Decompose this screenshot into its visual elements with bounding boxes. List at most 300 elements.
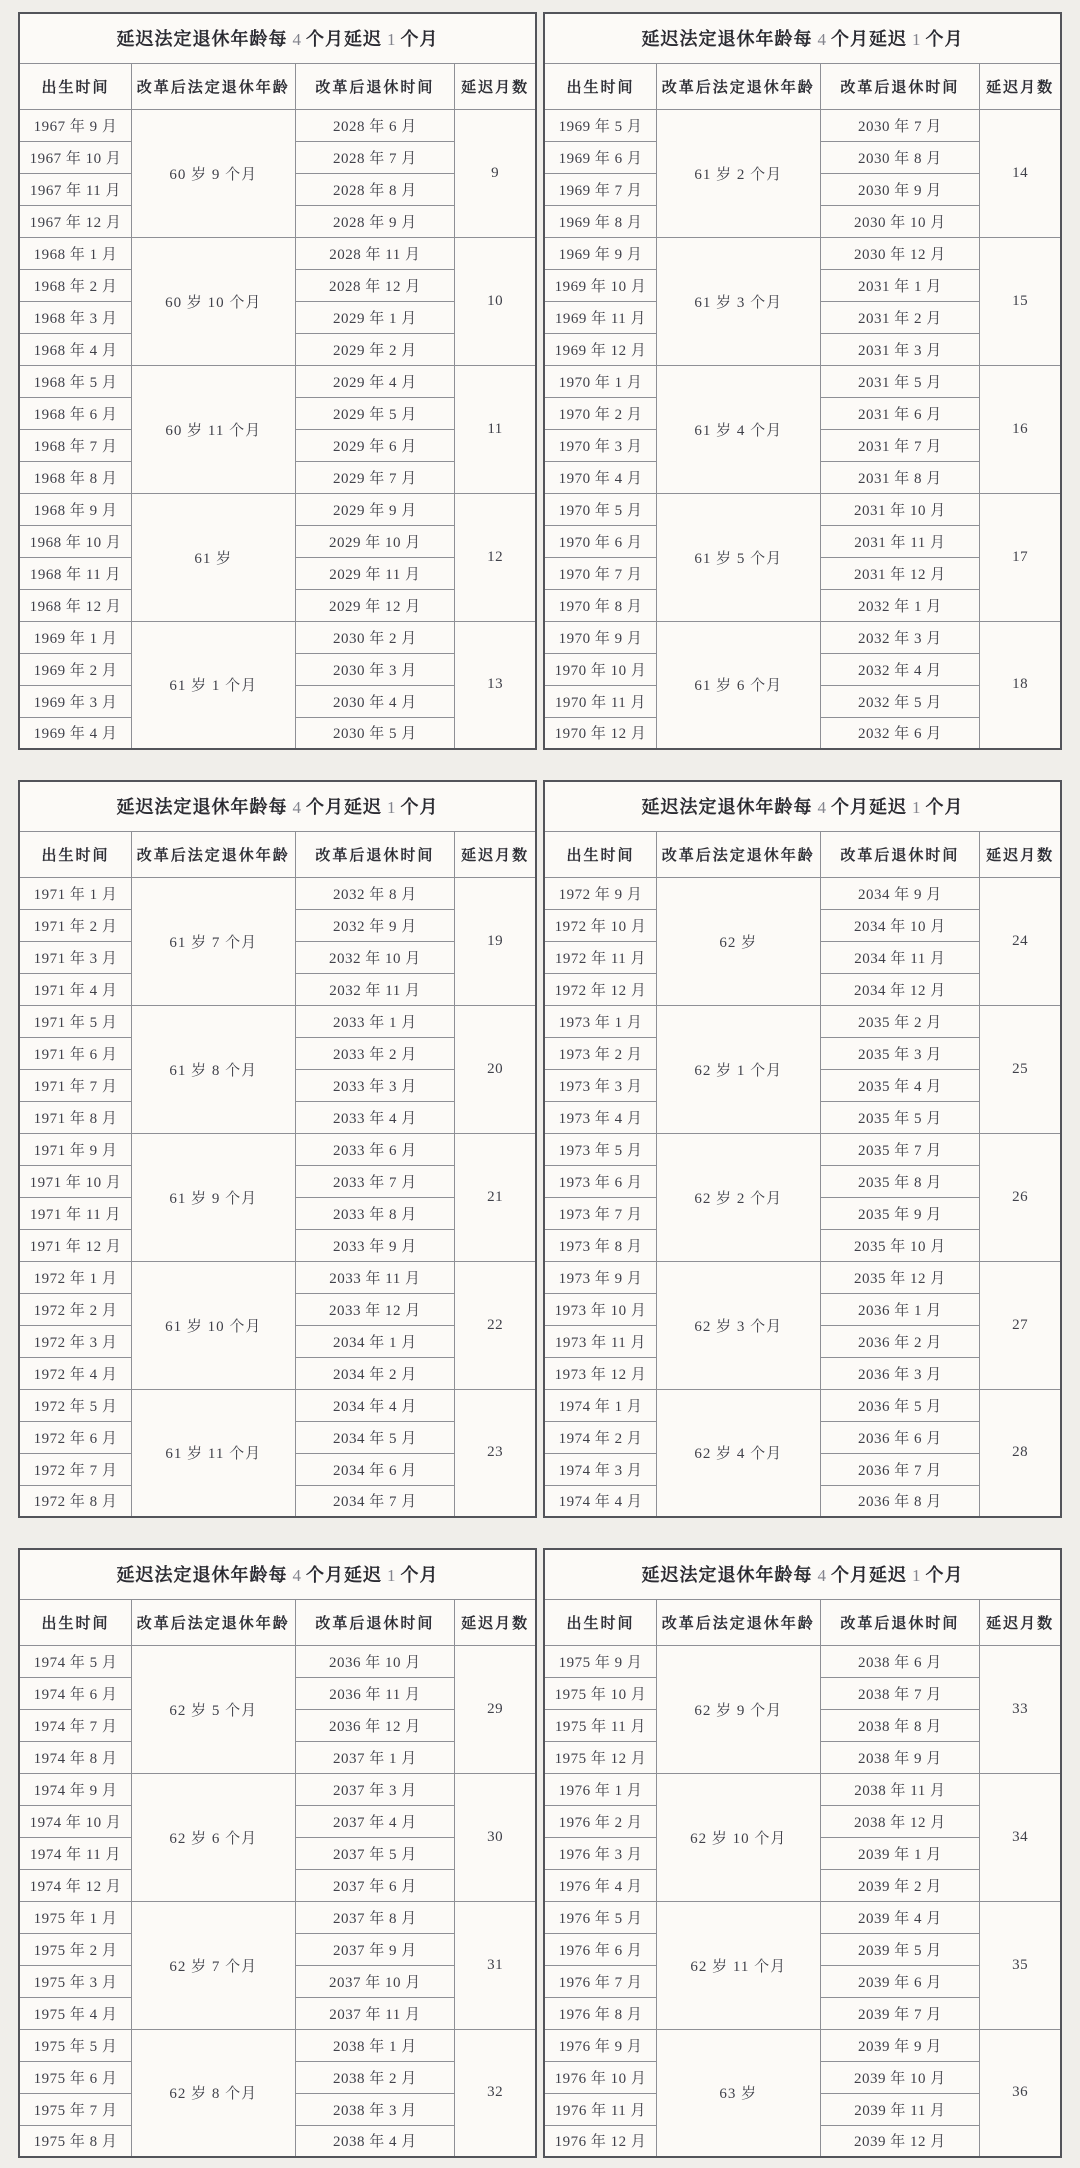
birth-date-cell: 1971 年 2 月 bbox=[19, 909, 131, 941]
retirement-date-cell: 2031 年 1 月 bbox=[820, 269, 980, 301]
column-header: 改革后法定退休年龄 bbox=[656, 1599, 820, 1645]
retirement-date-cell: 2034 年 12 月 bbox=[820, 973, 980, 1005]
birth-date-cell: 1968 年 2 月 bbox=[19, 269, 131, 301]
delay-months-cell: 19 bbox=[455, 877, 536, 1005]
retirement-age-cell: 60 岁 11 个月 bbox=[131, 365, 295, 493]
retirement-date-cell: 2032 年 6 月 bbox=[820, 717, 980, 749]
delay-months-cell: 21 bbox=[455, 1133, 536, 1261]
column-header: 出生时间 bbox=[19, 63, 131, 109]
retirement-date-cell: 2033 年 3 月 bbox=[295, 1069, 455, 1101]
birth-date-cell: 1976 年 10 月 bbox=[544, 2061, 656, 2093]
retirement-date-cell: 2037 年 9 月 bbox=[295, 1933, 455, 1965]
retirement-date-cell: 2030 年 2 月 bbox=[295, 621, 455, 653]
retirement-date-cell: 2033 年 6 月 bbox=[295, 1133, 455, 1165]
retirement-date-cell: 2038 年 2 月 bbox=[295, 2061, 455, 2093]
retirement-age-cell: 60 岁 10 个月 bbox=[131, 237, 295, 365]
retirement-age-cell: 62 岁 1 个月 bbox=[656, 1005, 820, 1133]
birth-date-cell: 1972 年 8 月 bbox=[19, 1485, 131, 1517]
table-title-number: 4 bbox=[817, 798, 826, 818]
table-block bbox=[18, 1548, 1062, 2158]
column-header: 改革后退休时间 bbox=[820, 63, 980, 109]
retirement-date-cell: 2036 年 5 月 bbox=[820, 1389, 980, 1421]
birth-date-cell: 1970 年 3 月 bbox=[544, 429, 656, 461]
column-header: 出生时间 bbox=[544, 1599, 656, 1645]
retirement-date-cell: 2030 年 5 月 bbox=[295, 717, 455, 749]
retirement-date-cell: 2038 年 12 月 bbox=[820, 1805, 980, 1837]
birth-date-cell: 1969 年 10 月 bbox=[544, 269, 656, 301]
retirement-age-cell: 61 岁 6 个月 bbox=[656, 621, 820, 749]
table-row bbox=[19, 109, 536, 141]
retirement-date-cell: 2031 年 6 月 bbox=[820, 397, 980, 429]
retirement-date-cell: 2037 年 11 月 bbox=[295, 1997, 455, 2029]
birth-date-cell: 1971 年 8 月 bbox=[19, 1101, 131, 1133]
table-block bbox=[18, 780, 1062, 1518]
birth-date-cell: 1973 年 4 月 bbox=[544, 1101, 656, 1133]
table-title-number: 4 bbox=[292, 798, 301, 818]
retirement-date-cell: 2035 年 9 月 bbox=[820, 1197, 980, 1229]
table-row bbox=[544, 621, 1061, 653]
column-header: 出生时间 bbox=[19, 1599, 131, 1645]
retirement-date-cell: 2037 年 8 月 bbox=[295, 1901, 455, 1933]
table-row bbox=[544, 493, 1061, 525]
table-title-text: 延迟法定退休年龄每 bbox=[116, 797, 288, 818]
table-title-text: 个月延迟 bbox=[831, 29, 907, 50]
retirement-date-cell: 2038 年 4 月 bbox=[295, 2125, 455, 2157]
retirement-delay-tables bbox=[18, 12, 1062, 2158]
birth-date-cell: 1970 年 10 月 bbox=[544, 653, 656, 685]
delay-months-cell: 16 bbox=[980, 365, 1061, 493]
birth-date-cell: 1975 年 1 月 bbox=[19, 1901, 131, 1933]
retirement-date-cell: 2032 年 1 月 bbox=[820, 589, 980, 621]
birth-date-cell: 1969 年 8 月 bbox=[544, 205, 656, 237]
column-header: 出生时间 bbox=[544, 63, 656, 109]
retirement-date-cell: 2032 年 4 月 bbox=[820, 653, 980, 685]
table-title bbox=[544, 1549, 1061, 1599]
retirement-date-cell: 2037 年 1 月 bbox=[295, 1741, 455, 1773]
birth-date-cell: 1971 年 1 月 bbox=[19, 877, 131, 909]
delay-months-cell: 36 bbox=[980, 2029, 1061, 2157]
delay-months-cell: 24 bbox=[980, 877, 1061, 1005]
table-row bbox=[19, 493, 536, 525]
birth-date-cell: 1970 年 8 月 bbox=[544, 589, 656, 621]
table-title-number: 1 bbox=[387, 1566, 396, 1586]
retirement-date-cell: 2036 年 1 月 bbox=[820, 1293, 980, 1325]
retirement-age-cell: 62 岁 8 个月 bbox=[131, 2029, 295, 2157]
retirement-table bbox=[18, 780, 537, 1518]
birth-date-cell: 1976 年 3 月 bbox=[544, 1837, 656, 1869]
birth-date-cell: 1971 年 12 月 bbox=[19, 1229, 131, 1261]
retirement-date-cell: 2031 年 3 月 bbox=[820, 333, 980, 365]
retirement-date-cell: 2035 年 7 月 bbox=[820, 1133, 980, 1165]
retirement-date-cell: 2033 年 4 月 bbox=[295, 1101, 455, 1133]
retirement-date-cell: 2034 年 2 月 bbox=[295, 1357, 455, 1389]
birth-date-cell: 1973 年 3 月 bbox=[544, 1069, 656, 1101]
column-header: 改革后法定退休年龄 bbox=[656, 831, 820, 877]
birth-date-cell: 1968 年 6 月 bbox=[19, 397, 131, 429]
column-header: 延迟月数 bbox=[980, 831, 1061, 877]
retirement-age-cell: 61 岁 7 个月 bbox=[131, 877, 295, 1005]
retirement-date-cell: 2034 年 11 月 bbox=[820, 941, 980, 973]
retirement-date-cell: 2028 年 11 月 bbox=[295, 237, 455, 269]
retirement-date-cell: 2035 年 8 月 bbox=[820, 1165, 980, 1197]
retirement-date-cell: 2039 年 9 月 bbox=[820, 2029, 980, 2061]
retirement-date-cell: 2032 年 5 月 bbox=[820, 685, 980, 717]
retirement-table bbox=[18, 1548, 537, 2158]
delay-months-cell: 22 bbox=[455, 1261, 536, 1389]
delay-months-cell: 26 bbox=[980, 1133, 1061, 1261]
retirement-date-cell: 2039 年 11 月 bbox=[820, 2093, 980, 2125]
retirement-date-cell: 2039 年 12 月 bbox=[820, 2125, 980, 2157]
birth-date-cell: 1968 年 3 月 bbox=[19, 301, 131, 333]
column-header: 改革后退休时间 bbox=[295, 63, 455, 109]
table-row bbox=[544, 237, 1061, 269]
birth-date-cell: 1976 年 6 月 bbox=[544, 1933, 656, 1965]
birth-date-cell: 1969 年 11 月 bbox=[544, 301, 656, 333]
delay-months-cell: 11 bbox=[455, 365, 536, 493]
table-title-text: 个月延迟 bbox=[306, 29, 382, 50]
retirement-date-cell: 2035 年 10 月 bbox=[820, 1229, 980, 1261]
retirement-age-cell: 61 岁 8 个月 bbox=[131, 1005, 295, 1133]
column-header: 改革后法定退休年龄 bbox=[131, 1599, 295, 1645]
birth-date-cell: 1974 年 1 月 bbox=[544, 1389, 656, 1421]
birth-date-cell: 1971 年 6 月 bbox=[19, 1037, 131, 1069]
retirement-age-cell: 61 岁 4 个月 bbox=[656, 365, 820, 493]
delay-months-cell: 29 bbox=[455, 1645, 536, 1773]
table-title bbox=[19, 781, 536, 831]
column-header: 延迟月数 bbox=[455, 831, 536, 877]
delay-months-cell: 32 bbox=[455, 2029, 536, 2157]
retirement-date-cell: 2039 年 6 月 bbox=[820, 1965, 980, 1997]
table-row bbox=[19, 1005, 536, 1037]
retirement-date-cell: 2039 年 7 月 bbox=[820, 1997, 980, 2029]
retirement-date-cell: 2033 年 8 月 bbox=[295, 1197, 455, 1229]
table-row bbox=[19, 1133, 536, 1165]
table-title-text: 延迟法定退休年龄每 bbox=[116, 29, 288, 50]
retirement-age-cell: 62 岁 9 个月 bbox=[656, 1645, 820, 1773]
retirement-date-cell: 2039 年 5 月 bbox=[820, 1933, 980, 1965]
column-header: 改革后法定退休年龄 bbox=[656, 63, 820, 109]
table-title-text: 延迟法定退休年龄每 bbox=[116, 1565, 288, 1586]
column-header: 改革后退休时间 bbox=[820, 1599, 980, 1645]
retirement-date-cell: 2031 年 10 月 bbox=[820, 493, 980, 525]
column-header: 延迟月数 bbox=[980, 1599, 1061, 1645]
table-row bbox=[19, 237, 536, 269]
table-row bbox=[19, 621, 536, 653]
birth-date-cell: 1969 年 4 月 bbox=[19, 717, 131, 749]
birth-date-cell: 1972 年 1 月 bbox=[19, 1261, 131, 1293]
retirement-date-cell: 2030 年 4 月 bbox=[295, 685, 455, 717]
birth-date-cell: 1973 年 7 月 bbox=[544, 1197, 656, 1229]
birth-date-cell: 1974 年 3 月 bbox=[544, 1453, 656, 1485]
birth-date-cell: 1968 年 10 月 bbox=[19, 525, 131, 557]
table-title-text: 个月 bbox=[400, 29, 439, 50]
table-row bbox=[19, 2029, 536, 2061]
birth-date-cell: 1972 年 11 月 bbox=[544, 941, 656, 973]
table-row bbox=[544, 2029, 1061, 2061]
retirement-age-cell: 62 岁 3 个月 bbox=[656, 1261, 820, 1389]
table-title-text: 个月 bbox=[925, 1565, 964, 1586]
birth-date-cell: 1975 年 3 月 bbox=[19, 1965, 131, 1997]
retirement-date-cell: 2036 年 2 月 bbox=[820, 1325, 980, 1357]
birth-date-cell: 1974 年 10 月 bbox=[19, 1805, 131, 1837]
retirement-date-cell: 2034 年 10 月 bbox=[820, 909, 980, 941]
column-header: 改革后法定退休年龄 bbox=[131, 831, 295, 877]
table-title bbox=[19, 1549, 536, 1599]
retirement-age-cell: 60 岁 9 个月 bbox=[131, 109, 295, 237]
birth-date-cell: 1975 年 12 月 bbox=[544, 1741, 656, 1773]
table-title-number: 1 bbox=[387, 798, 396, 818]
retirement-date-cell: 2029 年 5 月 bbox=[295, 397, 455, 429]
birth-date-cell: 1976 年 2 月 bbox=[544, 1805, 656, 1837]
table-title-text: 个月 bbox=[925, 797, 964, 818]
retirement-date-cell: 2029 年 12 月 bbox=[295, 589, 455, 621]
table-title-text: 延迟法定退休年龄每 bbox=[641, 29, 813, 50]
birth-date-cell: 1970 年 11 月 bbox=[544, 685, 656, 717]
delay-months-cell: 34 bbox=[980, 1773, 1061, 1901]
birth-date-cell: 1969 年 12 月 bbox=[544, 333, 656, 365]
retirement-date-cell: 2030 年 9 月 bbox=[820, 173, 980, 205]
birth-date-cell: 1967 年 12 月 bbox=[19, 205, 131, 237]
birth-date-cell: 1972 年 2 月 bbox=[19, 1293, 131, 1325]
column-header: 改革后退休时间 bbox=[295, 1599, 455, 1645]
retirement-date-cell: 2029 年 9 月 bbox=[295, 493, 455, 525]
birth-date-cell: 1973 年 2 月 bbox=[544, 1037, 656, 1069]
birth-date-cell: 1976 年 7 月 bbox=[544, 1965, 656, 1997]
retirement-date-cell: 2038 年 11 月 bbox=[820, 1773, 980, 1805]
birth-date-cell: 1973 年 5 月 bbox=[544, 1133, 656, 1165]
birth-date-cell: 1972 年 6 月 bbox=[19, 1421, 131, 1453]
retirement-date-cell: 2031 年 5 月 bbox=[820, 365, 980, 397]
table-title-number: 1 bbox=[912, 798, 921, 818]
birth-date-cell: 1974 年 9 月 bbox=[19, 1773, 131, 1805]
table-title bbox=[544, 781, 1061, 831]
birth-date-cell: 1975 年 8 月 bbox=[19, 2125, 131, 2157]
retirement-date-cell: 2035 年 5 月 bbox=[820, 1101, 980, 1133]
birth-date-cell: 1967 年 11 月 bbox=[19, 173, 131, 205]
birth-date-cell: 1975 年 11 月 bbox=[544, 1709, 656, 1741]
retirement-date-cell: 2029 年 7 月 bbox=[295, 461, 455, 493]
birth-date-cell: 1971 年 5 月 bbox=[19, 1005, 131, 1037]
retirement-date-cell: 2034 年 6 月 bbox=[295, 1453, 455, 1485]
retirement-date-cell: 2032 年 9 月 bbox=[295, 909, 455, 941]
table-row bbox=[19, 1261, 536, 1293]
column-header: 延迟月数 bbox=[455, 1599, 536, 1645]
retirement-date-cell: 2032 年 10 月 bbox=[295, 941, 455, 973]
delay-months-cell: 14 bbox=[980, 109, 1061, 237]
column-header: 延迟月数 bbox=[455, 63, 536, 109]
birth-date-cell: 1968 年 8 月 bbox=[19, 461, 131, 493]
retirement-date-cell: 2028 年 6 月 bbox=[295, 109, 455, 141]
birth-date-cell: 1975 年 10 月 bbox=[544, 1677, 656, 1709]
birth-date-cell: 1975 年 2 月 bbox=[19, 1933, 131, 1965]
delay-months-cell: 31 bbox=[455, 1901, 536, 2029]
table-row bbox=[19, 365, 536, 397]
retirement-date-cell: 2029 年 11 月 bbox=[295, 557, 455, 589]
birth-date-cell: 1969 年 6 月 bbox=[544, 141, 656, 173]
birth-date-cell: 1968 年 1 月 bbox=[19, 237, 131, 269]
birth-date-cell: 1972 年 12 月 bbox=[544, 973, 656, 1005]
retirement-date-cell: 2038 年 9 月 bbox=[820, 1741, 980, 1773]
delay-months-cell: 18 bbox=[980, 621, 1061, 749]
retirement-table bbox=[543, 12, 1062, 750]
table-row bbox=[544, 1389, 1061, 1421]
retirement-date-cell: 2031 年 8 月 bbox=[820, 461, 980, 493]
retirement-date-cell: 2036 年 12 月 bbox=[295, 1709, 455, 1741]
birth-date-cell: 1971 年 11 月 bbox=[19, 1197, 131, 1229]
retirement-age-cell: 62 岁 11 个月 bbox=[656, 1901, 820, 2029]
retirement-date-cell: 2039 年 2 月 bbox=[820, 1869, 980, 1901]
birth-date-cell: 1970 年 7 月 bbox=[544, 557, 656, 589]
birth-date-cell: 1974 年 8 月 bbox=[19, 1741, 131, 1773]
retirement-age-cell: 62 岁 bbox=[656, 877, 820, 1005]
retirement-date-cell: 2033 年 1 月 bbox=[295, 1005, 455, 1037]
retirement-date-cell: 2039 年 1 月 bbox=[820, 1837, 980, 1869]
retirement-date-cell: 2029 年 6 月 bbox=[295, 429, 455, 461]
birth-date-cell: 1976 年 8 月 bbox=[544, 1997, 656, 2029]
birth-date-cell: 1974 年 12 月 bbox=[19, 1869, 131, 1901]
retirement-date-cell: 2032 年 3 月 bbox=[820, 621, 980, 653]
retirement-date-cell: 2029 年 1 月 bbox=[295, 301, 455, 333]
retirement-date-cell: 2036 年 11 月 bbox=[295, 1677, 455, 1709]
retirement-date-cell: 2031 年 2 月 bbox=[820, 301, 980, 333]
retirement-date-cell: 2038 年 7 月 bbox=[820, 1677, 980, 1709]
retirement-date-cell: 2034 年 9 月 bbox=[820, 877, 980, 909]
birth-date-cell: 1969 年 9 月 bbox=[544, 237, 656, 269]
retirement-date-cell: 2029 年 2 月 bbox=[295, 333, 455, 365]
birth-date-cell: 1972 年 5 月 bbox=[19, 1389, 131, 1421]
table-row bbox=[19, 1645, 536, 1677]
delay-months-cell: 35 bbox=[980, 1901, 1061, 2029]
retirement-date-cell: 2034 年 5 月 bbox=[295, 1421, 455, 1453]
table-title-text: 延迟法定退休年龄每 bbox=[641, 797, 813, 818]
retirement-date-cell: 2029 年 10 月 bbox=[295, 525, 455, 557]
retirement-age-cell: 61 岁 3 个月 bbox=[656, 237, 820, 365]
retirement-date-cell: 2033 年 7 月 bbox=[295, 1165, 455, 1197]
table-title bbox=[544, 13, 1061, 63]
retirement-age-cell: 62 岁 7 个月 bbox=[131, 1901, 295, 2029]
retirement-date-cell: 2037 年 10 月 bbox=[295, 1965, 455, 1997]
delay-months-cell: 20 bbox=[455, 1005, 536, 1133]
retirement-date-cell: 2033 年 12 月 bbox=[295, 1293, 455, 1325]
retirement-date-cell: 2039 年 10 月 bbox=[820, 2061, 980, 2093]
birth-date-cell: 1973 年 9 月 bbox=[544, 1261, 656, 1293]
delay-months-cell: 25 bbox=[980, 1005, 1061, 1133]
birth-date-cell: 1975 年 7 月 bbox=[19, 2093, 131, 2125]
table-title-number: 4 bbox=[817, 30, 826, 50]
table-title-text: 个月 bbox=[925, 29, 964, 50]
retirement-date-cell: 2028 年 7 月 bbox=[295, 141, 455, 173]
delay-months-cell: 12 bbox=[455, 493, 536, 621]
delay-months-cell: 28 bbox=[980, 1389, 1061, 1517]
retirement-date-cell: 2033 年 2 月 bbox=[295, 1037, 455, 1069]
delay-months-cell: 27 bbox=[980, 1261, 1061, 1389]
birth-date-cell: 1971 年 3 月 bbox=[19, 941, 131, 973]
retirement-date-cell: 2030 年 12 月 bbox=[820, 237, 980, 269]
table-title-text: 个月 bbox=[400, 1565, 439, 1586]
retirement-date-cell: 2036 年 3 月 bbox=[820, 1357, 980, 1389]
retirement-age-cell: 61 岁 5 个月 bbox=[656, 493, 820, 621]
birth-date-cell: 1968 年 5 月 bbox=[19, 365, 131, 397]
birth-date-cell: 1974 年 2 月 bbox=[544, 1421, 656, 1453]
column-header: 改革后法定退休年龄 bbox=[131, 63, 295, 109]
retirement-date-cell: 2037 年 4 月 bbox=[295, 1805, 455, 1837]
birth-date-cell: 1973 年 1 月 bbox=[544, 1005, 656, 1037]
retirement-date-cell: 2028 年 9 月 bbox=[295, 205, 455, 237]
retirement-age-cell: 61 岁 bbox=[131, 493, 295, 621]
retirement-date-cell: 2036 年 7 月 bbox=[820, 1453, 980, 1485]
retirement-age-cell: 62 岁 2 个月 bbox=[656, 1133, 820, 1261]
table-row bbox=[544, 1261, 1061, 1293]
table-title-number: 4 bbox=[292, 30, 301, 50]
retirement-age-cell: 62 岁 10 个月 bbox=[656, 1773, 820, 1901]
birth-date-cell: 1970 年 4 月 bbox=[544, 461, 656, 493]
birth-date-cell: 1972 年 9 月 bbox=[544, 877, 656, 909]
table-title-text: 个月延迟 bbox=[831, 1565, 907, 1586]
birth-date-cell: 1971 年 4 月 bbox=[19, 973, 131, 1005]
retirement-age-cell: 61 岁 11 个月 bbox=[131, 1389, 295, 1517]
retirement-date-cell: 2035 年 3 月 bbox=[820, 1037, 980, 1069]
retirement-date-cell: 2034 年 4 月 bbox=[295, 1389, 455, 1421]
birth-date-cell: 1970 年 2 月 bbox=[544, 397, 656, 429]
birth-date-cell: 1973 年 11 月 bbox=[544, 1325, 656, 1357]
retirement-age-cell: 63 岁 bbox=[656, 2029, 820, 2157]
retirement-date-cell: 2035 年 2 月 bbox=[820, 1005, 980, 1037]
retirement-date-cell: 2032 年 11 月 bbox=[295, 973, 455, 1005]
birth-date-cell: 1973 年 12 月 bbox=[544, 1357, 656, 1389]
birth-date-cell: 1975 年 5 月 bbox=[19, 2029, 131, 2061]
retirement-date-cell: 2037 年 5 月 bbox=[295, 1837, 455, 1869]
birth-date-cell: 1974 年 5 月 bbox=[19, 1645, 131, 1677]
table-title-text: 延迟法定退休年龄每 bbox=[641, 1565, 813, 1586]
retirement-date-cell: 2037 年 3 月 bbox=[295, 1773, 455, 1805]
retirement-date-cell: 2034 年 1 月 bbox=[295, 1325, 455, 1357]
table-title-number: 1 bbox=[912, 30, 921, 50]
birth-date-cell: 1968 年 12 月 bbox=[19, 589, 131, 621]
retirement-age-cell: 61 岁 1 个月 bbox=[131, 621, 295, 749]
retirement-date-cell: 2035 年 4 月 bbox=[820, 1069, 980, 1101]
birth-date-cell: 1975 年 6 月 bbox=[19, 2061, 131, 2093]
birth-date-cell: 1974 年 7 月 bbox=[19, 1709, 131, 1741]
retirement-date-cell: 2036 年 8 月 bbox=[820, 1485, 980, 1517]
table-row bbox=[19, 877, 536, 909]
birth-date-cell: 1975 年 9 月 bbox=[544, 1645, 656, 1677]
birth-date-cell: 1973 年 6 月 bbox=[544, 1165, 656, 1197]
retirement-table bbox=[543, 780, 1062, 1518]
column-header: 改革后退休时间 bbox=[295, 831, 455, 877]
birth-date-cell: 1972 年 7 月 bbox=[19, 1453, 131, 1485]
retirement-date-cell: 2029 年 4 月 bbox=[295, 365, 455, 397]
birth-date-cell: 1975 年 4 月 bbox=[19, 1997, 131, 2029]
table-title-number: 1 bbox=[387, 30, 396, 50]
table-row bbox=[544, 1901, 1061, 1933]
retirement-date-cell: 2038 年 8 月 bbox=[820, 1709, 980, 1741]
birth-date-cell: 1973 年 10 月 bbox=[544, 1293, 656, 1325]
retirement-age-cell: 62 岁 5 个月 bbox=[131, 1645, 295, 1773]
birth-date-cell: 1969 年 3 月 bbox=[19, 685, 131, 717]
retirement-date-cell: 2038 年 3 月 bbox=[295, 2093, 455, 2125]
retirement-date-cell: 2032 年 8 月 bbox=[295, 877, 455, 909]
column-header: 出生时间 bbox=[19, 831, 131, 877]
retirement-age-cell: 61 岁 10 个月 bbox=[131, 1261, 295, 1389]
table-row bbox=[544, 1645, 1061, 1677]
retirement-date-cell: 2039 年 4 月 bbox=[820, 1901, 980, 1933]
birth-date-cell: 1974 年 4 月 bbox=[544, 1485, 656, 1517]
birth-date-cell: 1970 年 6 月 bbox=[544, 525, 656, 557]
table-row bbox=[544, 365, 1061, 397]
retirement-date-cell: 2030 年 7 月 bbox=[820, 109, 980, 141]
retirement-age-cell: 61 岁 9 个月 bbox=[131, 1133, 295, 1261]
delay-months-cell: 13 bbox=[455, 621, 536, 749]
